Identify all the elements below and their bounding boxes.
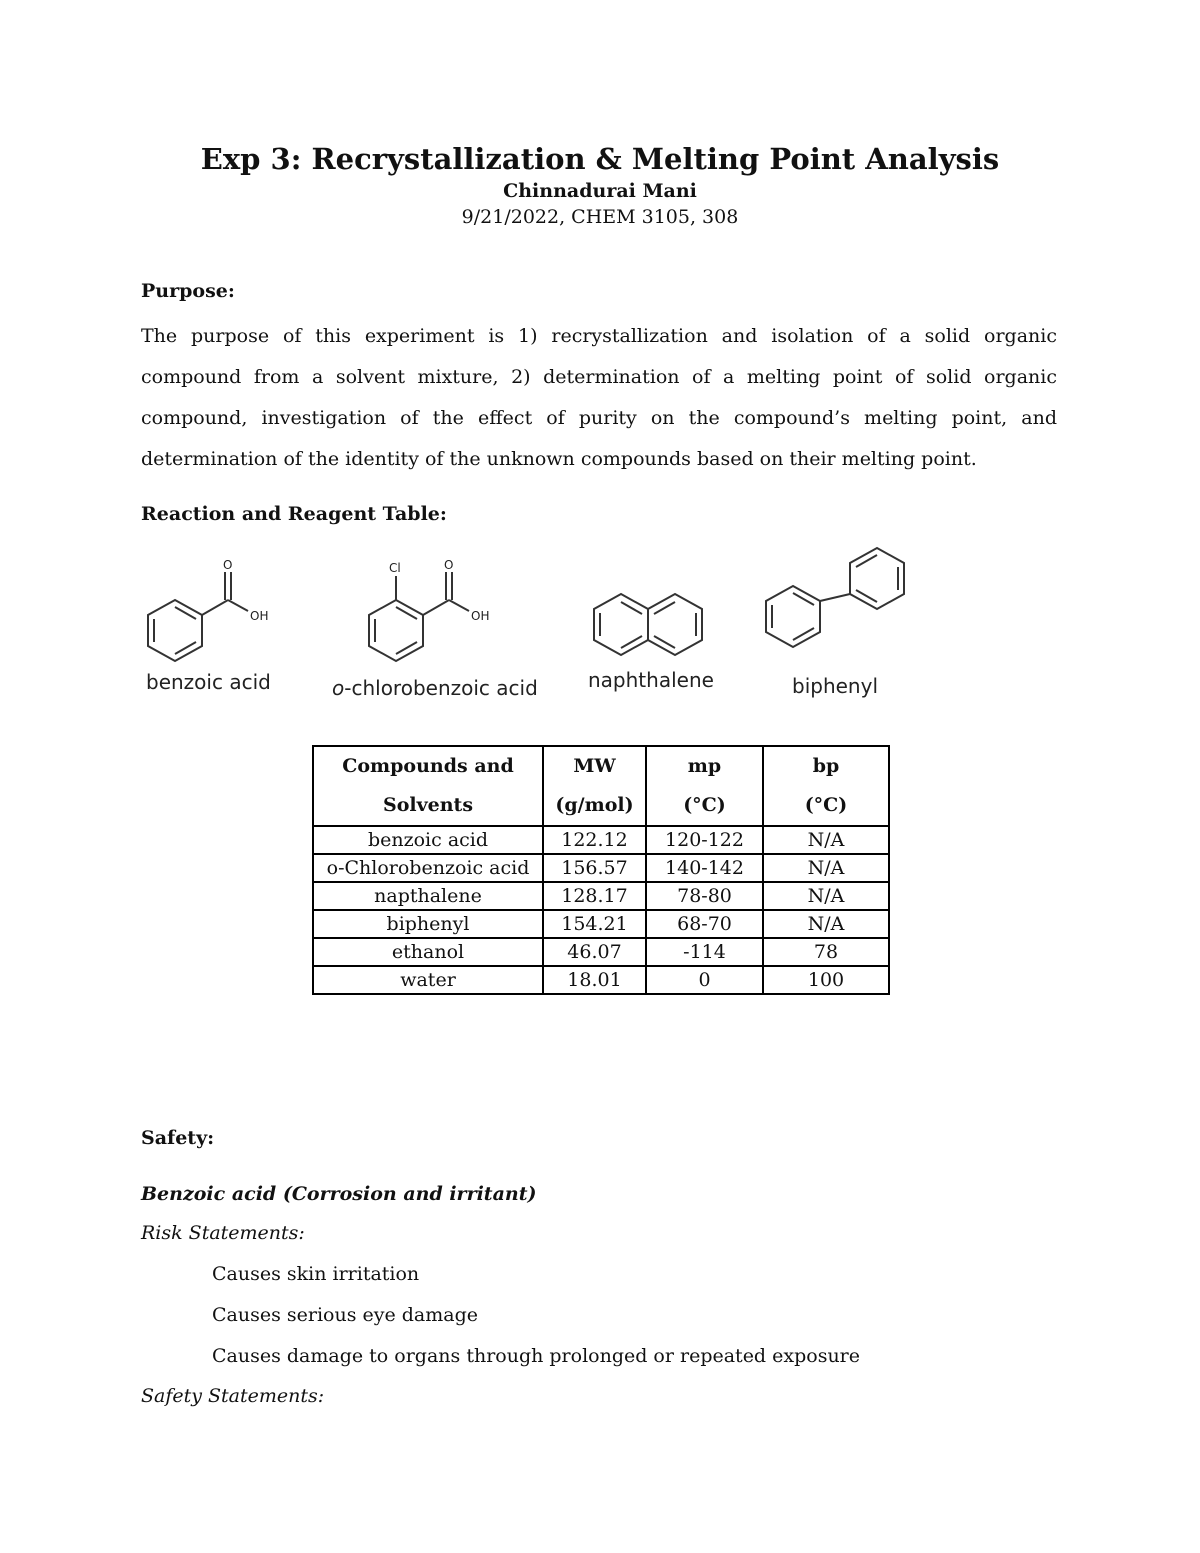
header-mp: mp (°C) bbox=[646, 746, 763, 826]
table-cell: 78 bbox=[763, 938, 889, 966]
table-cell: N/A bbox=[763, 910, 889, 938]
table-row bbox=[313, 826, 889, 854]
benzoic-acid-structure bbox=[140, 556, 290, 694]
risk-statement: Causes damage to organs through prolonged or repeated exposure bbox=[212, 1345, 861, 1367]
atom-o: O bbox=[444, 558, 454, 572]
reagent-table bbox=[312, 745, 890, 995]
table-cell: 0 bbox=[646, 966, 763, 994]
table-cell: 122.12 bbox=[543, 826, 646, 854]
table-cell: 78-80 bbox=[646, 882, 763, 910]
table-row bbox=[313, 910, 889, 938]
ortho-prefix: o bbox=[332, 676, 345, 700]
table-cell: N/A bbox=[763, 854, 889, 882]
atom-cl: Cl bbox=[389, 561, 401, 575]
table-cell: 120-122 bbox=[646, 826, 763, 854]
biphenyl-structure bbox=[762, 544, 912, 698]
table-cell: ethanol bbox=[313, 938, 543, 966]
table-row bbox=[313, 966, 889, 994]
benzoic-acid-label: benzoic acid bbox=[146, 670, 271, 694]
table-cell: 156.57 bbox=[543, 854, 646, 882]
table-cell: biphenyl bbox=[313, 910, 543, 938]
safety-compound-heading: Benzoic acid (Corrosion and irritant) bbox=[141, 1183, 537, 1205]
table-cell: 46.07 bbox=[543, 938, 646, 966]
naphthalene-structure bbox=[588, 592, 714, 692]
page-title: Exp 3: Recrystallization & Melting Point Analysis bbox=[200, 142, 1000, 176]
header-mw: MW (g/mol) bbox=[543, 746, 646, 826]
table-cell: N/A bbox=[763, 882, 889, 910]
o-chlorobenzoic-acid-diagram bbox=[360, 556, 510, 666]
risk-statement: Causes skin irritation bbox=[212, 1263, 420, 1285]
risk-statements-label: Risk Statements: bbox=[141, 1222, 305, 1244]
date-course-line: 9/21/2022, CHEM 3105, 308 bbox=[461, 206, 739, 228]
risk-statement: Causes serious eye damage bbox=[212, 1304, 479, 1326]
safety-heading: Safety: bbox=[141, 1127, 215, 1149]
biphenyl-label: biphenyl bbox=[792, 674, 878, 698]
table-cell: 18.01 bbox=[543, 966, 646, 994]
table-cell: 68-70 bbox=[646, 910, 763, 938]
biphenyl-diagram bbox=[762, 544, 912, 654]
purpose-heading: Purpose: bbox=[141, 280, 235, 302]
table-cell: -114 bbox=[646, 938, 763, 966]
naphthalene-label: naphthalene bbox=[588, 668, 714, 692]
naphthalene-diagram bbox=[590, 592, 710, 654]
table-row bbox=[313, 938, 889, 966]
table-cell: 154.21 bbox=[543, 910, 646, 938]
author-name: Chinnadurai Mani bbox=[503, 180, 697, 202]
atom-oh: OH bbox=[250, 609, 269, 623]
table-cell: 100 bbox=[763, 966, 889, 994]
purpose-paragraph: The purpose of this experiment is 1) recrystallization and isolation of a solid organic compound from a solvent mixture, 2) determination of a melting point of solid organic compound, investigation of the effect of purity on the compound’s melting point, and determination of the identity of the unknown compounds based on their melting point. bbox=[141, 325, 1057, 470]
table-cell: water bbox=[313, 966, 543, 994]
atom-oh: OH bbox=[471, 609, 490, 623]
o-chlorobenzoic-acid-name: -chlorobenzoic acid bbox=[344, 676, 538, 700]
table-cell: N/A bbox=[763, 826, 889, 854]
reaction-heading: Reaction and Reagent Table: bbox=[141, 503, 447, 525]
table-cell: 128.17 bbox=[543, 882, 646, 910]
benzoic-acid-diagram bbox=[140, 556, 290, 666]
header-compounds: Compounds and Solvents bbox=[313, 746, 543, 826]
table-cell: napthalene bbox=[313, 882, 543, 910]
header-bp: bp (°C) bbox=[763, 746, 889, 826]
o-chlorobenzoic-acid-structure bbox=[332, 556, 538, 700]
table-cell: benzoic acid bbox=[313, 826, 543, 854]
table-cell: 140-142 bbox=[646, 854, 763, 882]
table-row bbox=[313, 882, 889, 910]
table-row bbox=[313, 854, 889, 882]
table-header-row bbox=[313, 746, 889, 826]
table-cell: o-Chlorobenzoic acid bbox=[313, 854, 543, 882]
safety-statements-label: Safety Statements: bbox=[141, 1385, 325, 1407]
atom-o: O bbox=[223, 558, 233, 572]
o-chlorobenzoic-acid-label bbox=[332, 676, 538, 700]
